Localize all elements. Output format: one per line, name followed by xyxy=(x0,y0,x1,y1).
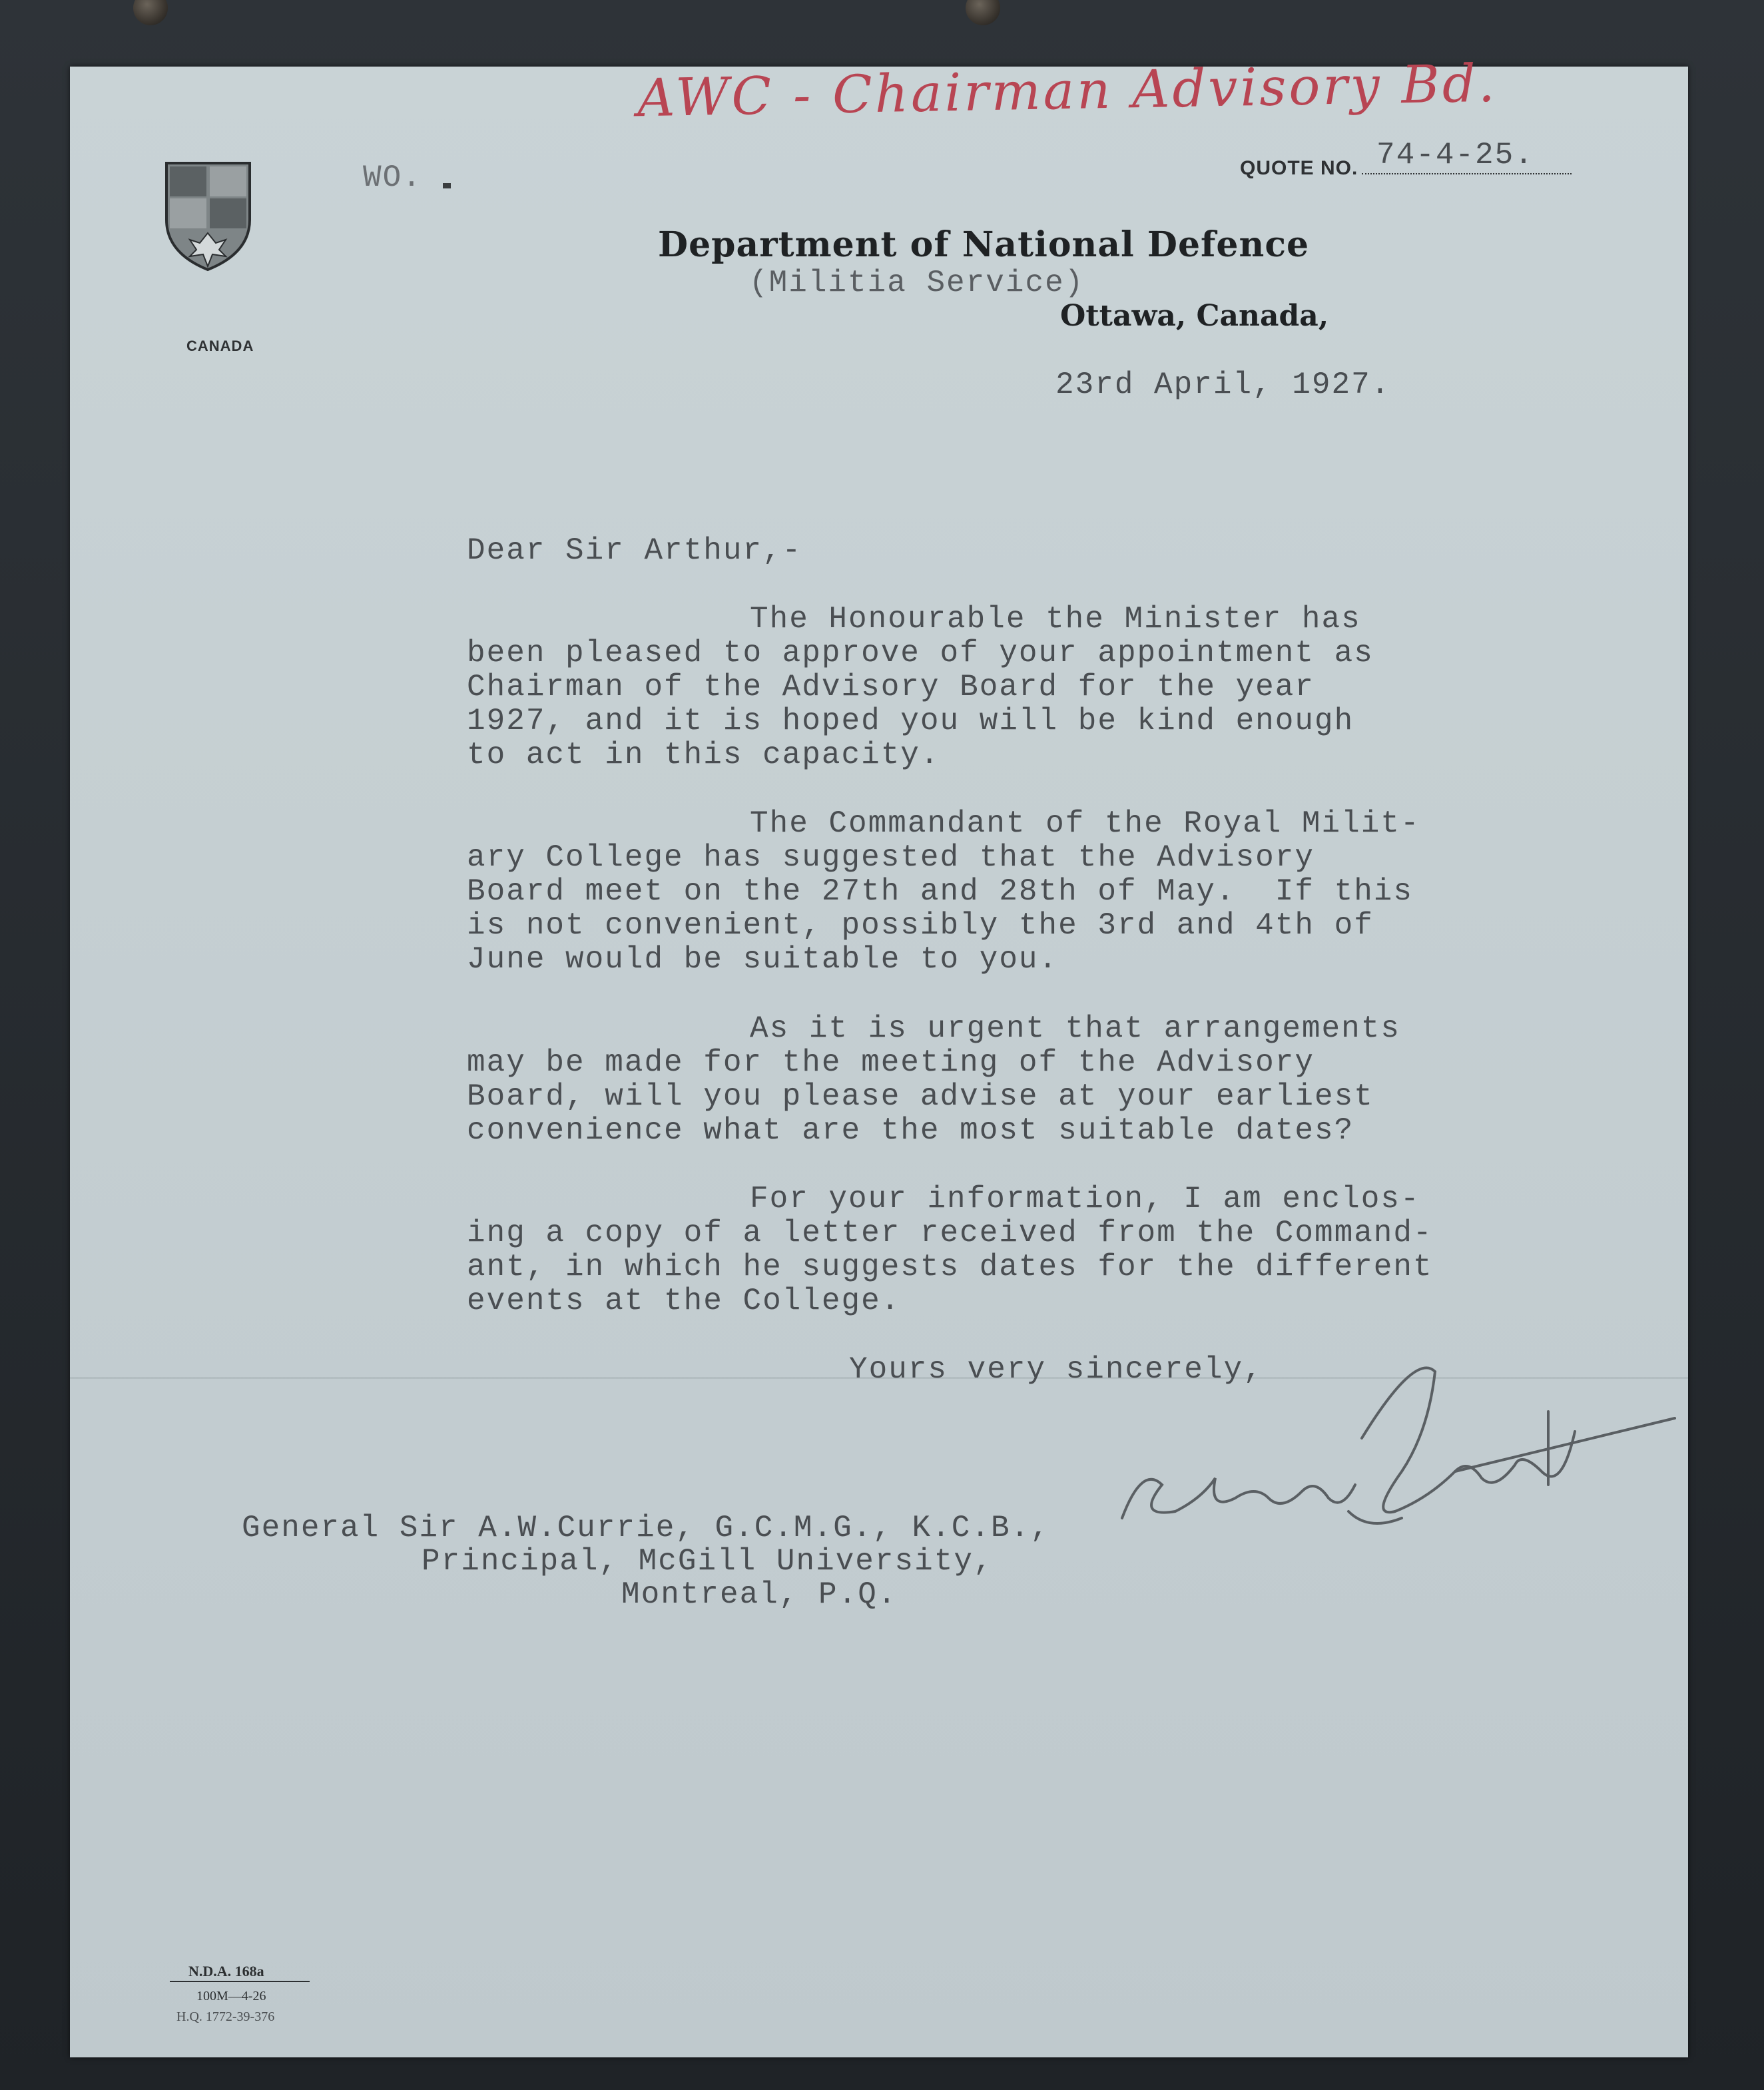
signature xyxy=(1082,1298,1681,1595)
paragraph-3 xyxy=(467,1012,1400,1148)
salutation: Dear Sir Arthur,- xyxy=(467,533,802,568)
paragraph-line: The Honourable the Minister has xyxy=(750,602,1361,637)
hq-reference: H.Q. 1772-39-376 xyxy=(176,2009,275,2024)
ink-mark xyxy=(443,183,451,188)
paragraph-1 xyxy=(467,603,1374,772)
address-line-1: General Sir A.W.Currie, G.C.M.G., K.C.B., xyxy=(242,1511,1050,1545)
paragraph-line: Board, will you please advise at your earliest xyxy=(467,1079,1374,1114)
closing: Yours very sincerely, xyxy=(849,1352,1263,1387)
quote-number: 74-4-25. xyxy=(1376,138,1534,172)
crest-caption: CANADA xyxy=(186,338,254,354)
letter-page xyxy=(70,53,1688,2057)
quote-rule xyxy=(1362,173,1572,174)
paragraph-line: Board meet on the 27th and 28th of May. If this xyxy=(467,874,1414,909)
crest-icon xyxy=(163,160,253,276)
wo-label: WO. xyxy=(363,160,422,195)
paragraph-line: As it is urgent that arrangements xyxy=(750,1011,1400,1046)
paragraph-line: ary College has suggested that the Advisory xyxy=(467,840,1315,875)
department-title: Department of National Defence xyxy=(658,224,1310,265)
letter-date: 23rd April, 1927. xyxy=(1055,368,1391,402)
paragraph-line: to act in this capacity. xyxy=(467,738,940,772)
handwritten-note: AWC - Chairman Advisory Bd. xyxy=(637,53,1498,129)
service-line: (Militia Service) xyxy=(749,266,1085,300)
paragraph-line: ing a copy of a letter received from the Command- xyxy=(467,1216,1433,1250)
paragraph-line: events at the College. xyxy=(467,1284,901,1318)
paragraph-line: ant, in which he suggests dates for the different xyxy=(467,1250,1433,1284)
paragraph-line: June would be suitable to you. xyxy=(467,942,1059,977)
address-line-3: Montreal, P.Q. xyxy=(621,1577,898,1612)
paragraph-line: is not convenient, possibly the 3rd and 4th of xyxy=(467,908,1374,943)
paragraph-line: may be made for the meeting of the Advisory xyxy=(467,1045,1315,1080)
paragraph-line: been pleased to approve of your appointment as xyxy=(467,636,1374,670)
paragraph-line: convenience what are the most suitable dates? xyxy=(467,1113,1354,1148)
paragraph-line: The Commandant of the Royal Milit- xyxy=(750,806,1420,841)
paragraph-line: For your information, I am enclos- xyxy=(750,1182,1420,1216)
paragraph-2 xyxy=(467,807,1420,977)
form-number: N.D.A. 168a xyxy=(188,1963,264,1979)
paragraph-line: 1927, and it is hoped you will be kind enough xyxy=(467,704,1354,738)
place-line: Ottawa, Canada, xyxy=(1060,299,1329,333)
address-line-2: Principal, McGill University, xyxy=(422,1544,994,1579)
quote-label: QUOTE NO. xyxy=(1240,157,1358,179)
footer-rule xyxy=(170,1981,310,1982)
print-run: 100M—4-26 xyxy=(196,1989,266,2003)
paragraph-line: Chairman of the Advisory Board for the year xyxy=(467,670,1315,704)
